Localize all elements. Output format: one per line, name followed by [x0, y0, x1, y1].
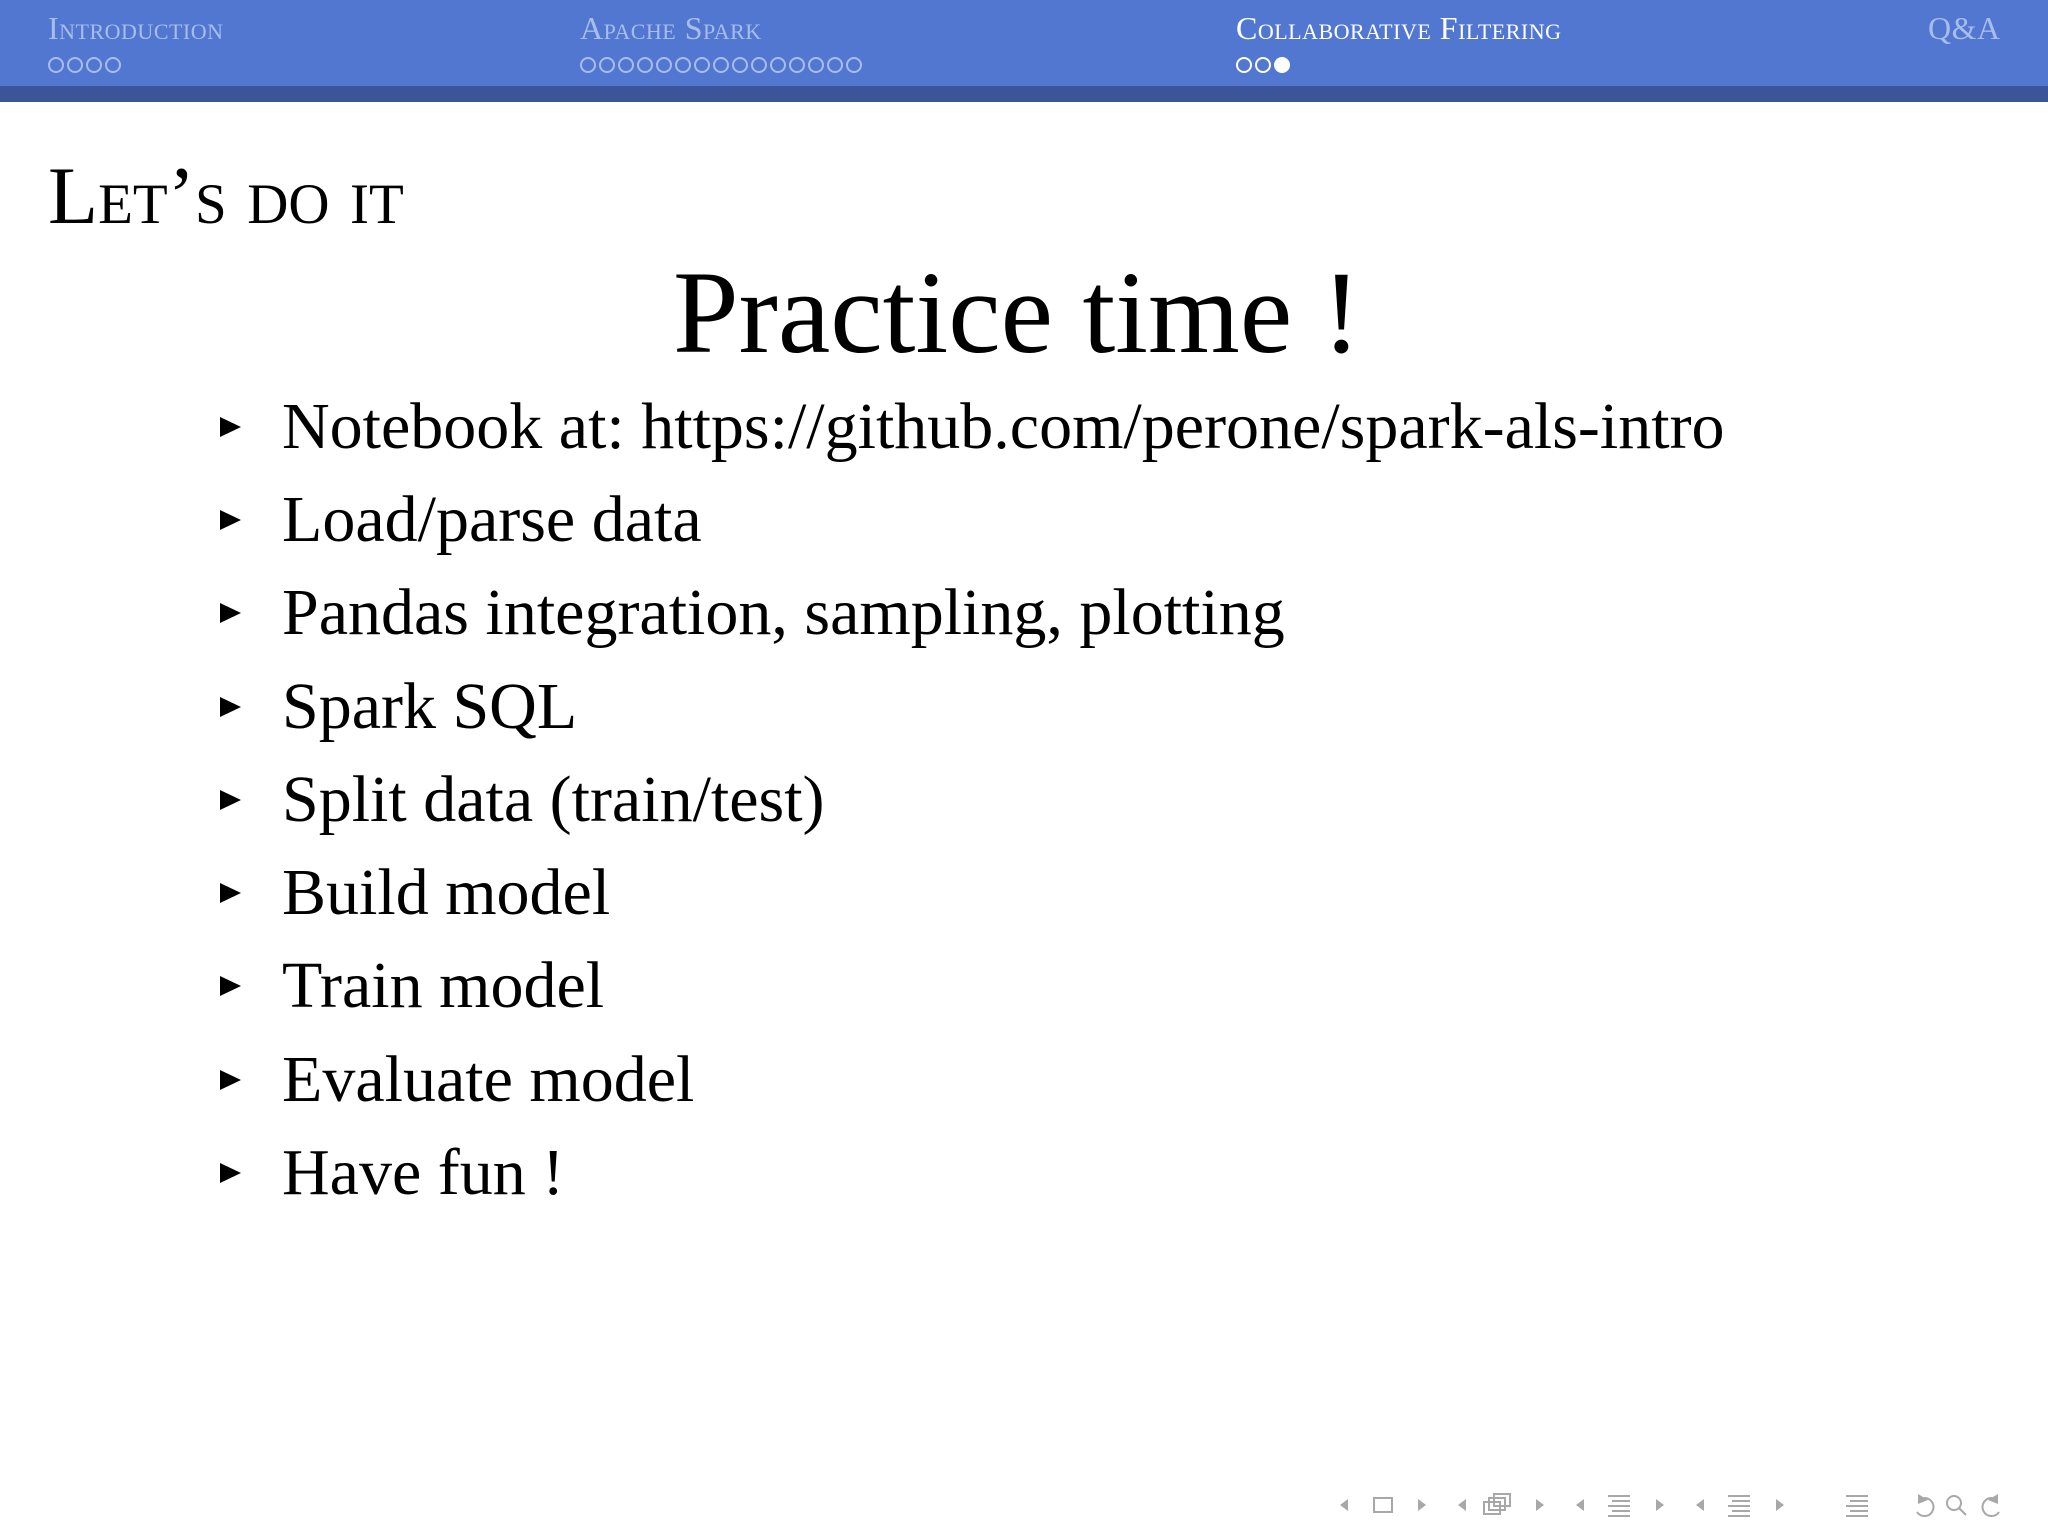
section-navigation-bar	[0, 0, 2048, 86]
undo-icon[interactable]	[1917, 1494, 1933, 1516]
navigation-bar-rule	[0, 86, 2048, 102]
list-item-text: Split data (train/test)	[282, 762, 825, 836]
list-item-text: Spark SQL	[282, 669, 578, 743]
nav-section-apache-spark[interactable]	[580, 8, 862, 75]
slide-headline	[0, 248, 2048, 378]
nav-section-qa[interactable]	[1928, 8, 2001, 48]
triangle-bullet-icon	[218, 881, 242, 905]
list-item-text: Build model	[282, 856, 611, 930]
nav-dot[interactable]	[770, 57, 786, 73]
slide-headline-text: Practice time !	[672, 247, 1361, 378]
nav-dot[interactable]	[694, 57, 710, 73]
nav-section-dots	[48, 55, 224, 75]
nav-dot[interactable]	[808, 57, 824, 73]
nav-section-label[interactable]: Collaborative Filtering	[1236, 10, 1562, 46]
nav-dot[interactable]	[732, 57, 748, 73]
triangle-bullet-icon	[218, 788, 242, 812]
prev-frame-icon[interactable]	[1340, 1499, 1348, 1511]
next-subsection-icon[interactable]	[1536, 1499, 1544, 1511]
nav-dot[interactable]	[827, 57, 843, 73]
triangle-bullet-icon	[218, 415, 242, 439]
prev-section-icon[interactable]	[1576, 1499, 1584, 1511]
list-item	[218, 660, 1725, 753]
list-item	[218, 473, 1725, 566]
nav-dot[interactable]	[1236, 57, 1252, 73]
nav-section-dots	[1236, 55, 1561, 75]
appendix-icon[interactable]	[1846, 1496, 1868, 1516]
triangle-bullet-icon	[218, 695, 242, 719]
next-section-icon[interactable]	[1656, 1499, 1664, 1511]
nav-dot[interactable]	[580, 57, 596, 73]
nav-dot[interactable]	[713, 57, 729, 73]
nav-section-introduction[interactable]	[48, 8, 224, 75]
next-document-icon[interactable]	[1776, 1499, 1784, 1511]
redo-icon[interactable]	[1983, 1494, 1999, 1516]
nav-dot[interactable]	[1255, 57, 1271, 73]
frame-icon[interactable]	[1374, 1498, 1392, 1512]
list-item	[218, 380, 1725, 473]
section-icon[interactable]	[1608, 1496, 1630, 1516]
nav-dot-current[interactable]	[1274, 57, 1290, 73]
list-item	[218, 846, 1725, 939]
nav-dot[interactable]	[675, 57, 691, 73]
frame-title: Let’s do it	[48, 150, 404, 241]
nav-dot[interactable]	[105, 57, 121, 73]
nav-dot[interactable]	[86, 57, 102, 73]
triangle-bullet-icon	[218, 974, 242, 998]
list-item-text: Train model	[282, 949, 605, 1023]
nav-dot[interactable]	[67, 57, 83, 73]
list-item	[218, 567, 1725, 660]
bullet-list	[218, 380, 1725, 1220]
nav-section-label[interactable]: Apache Spark	[580, 10, 762, 46]
list-item	[218, 940, 1725, 1033]
nav-dot[interactable]	[656, 57, 672, 73]
nav-dot[interactable]	[599, 57, 615, 73]
prev-subsection-icon[interactable]	[1458, 1499, 1466, 1511]
triangle-bullet-icon	[218, 1161, 242, 1185]
nav-section-dots	[580, 55, 862, 75]
prev-document-icon[interactable]	[1696, 1499, 1704, 1511]
list-item-text: Evaluate model	[282, 1042, 695, 1116]
subsection-icon[interactable]	[1484, 1494, 1510, 1514]
next-frame-icon[interactable]	[1418, 1499, 1426, 1511]
beamer-navigation-controls	[1334, 1490, 2034, 1520]
nav-dot[interactable]	[48, 57, 64, 73]
nav-dot[interactable]	[751, 57, 767, 73]
nav-dot[interactable]	[618, 57, 634, 73]
list-item	[218, 753, 1725, 846]
nav-section-label[interactable]: Introduction	[48, 10, 224, 46]
list-item	[218, 1126, 1725, 1219]
list-item-text: Have fun !	[282, 1136, 565, 1210]
document-icon[interactable]	[1728, 1496, 1750, 1516]
list-item	[218, 1033, 1725, 1126]
triangle-bullet-icon	[218, 508, 242, 532]
nav-dot[interactable]	[789, 57, 805, 73]
nav-section-label[interactable]: Q&A	[1928, 10, 2001, 46]
nav-dot[interactable]	[846, 57, 862, 73]
nav-dot[interactable]	[637, 57, 653, 73]
list-item-text: Load/parse data	[282, 482, 702, 556]
triangle-bullet-icon	[218, 1068, 242, 1092]
nav-section-collaborative-filtering[interactable]	[1236, 8, 1561, 75]
triangle-bullet-icon	[218, 601, 242, 625]
search-icon[interactable]	[1947, 1496, 1966, 1515]
list-item-text: Pandas integration, sampling, plotting	[282, 576, 1285, 650]
list-item-text: Notebook at: https://github.com/perone/spark-als-intro	[282, 389, 1725, 463]
